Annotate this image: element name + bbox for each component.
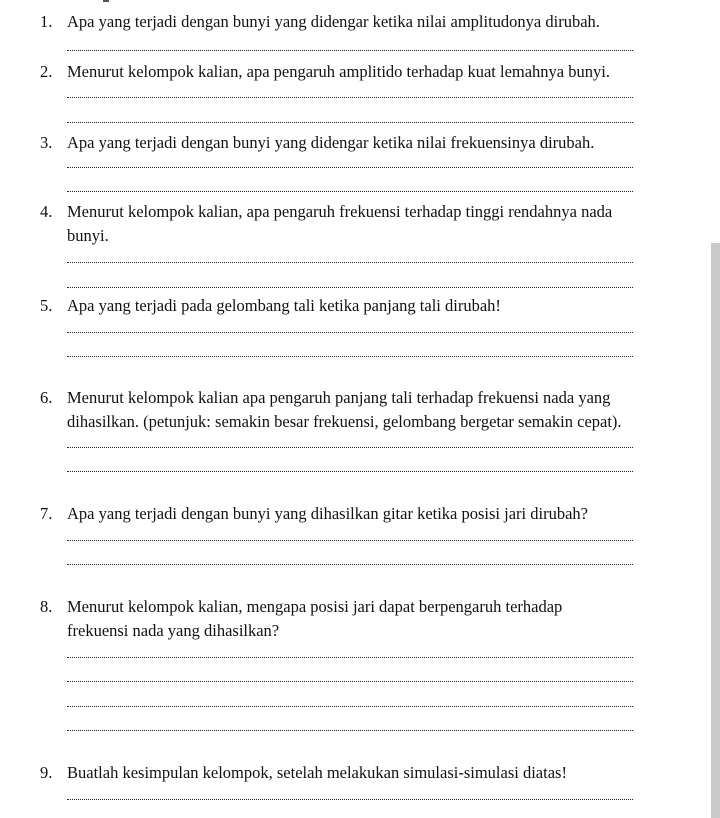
answer-line[interactable] — [67, 564, 633, 565]
question-text: Menurut kelompok kalian, apa pengaruh frekuensi terhadap tinggi rendahnya nada — [67, 202, 613, 221]
question-number: 5. — [40, 296, 53, 315]
answer-line[interactable] — [67, 540, 633, 541]
question-text: Apa yang terjadi pada gelombang tali ketika panjang tali dirubah! — [67, 296, 501, 315]
question-number: 1. — [40, 12, 53, 31]
question-text: bunyi. — [67, 226, 109, 245]
scrollbar[interactable] — [711, 243, 720, 818]
answer-line[interactable] — [67, 122, 633, 123]
top-edge-mark — [103, 0, 109, 2]
answer-line[interactable] — [67, 262, 633, 263]
answer-line[interactable] — [67, 167, 633, 168]
question-number: 9. — [40, 763, 53, 782]
question-text: Buatlah kesimpulan kelompok, setelah melakukan simulasi-simulasi diatas! — [67, 763, 567, 782]
question-text: dihasilkan. (petunjuk: semakin besar frekuensi, gelombang bergetar semakin cepat). — [67, 412, 622, 431]
answer-line[interactable] — [67, 657, 633, 658]
question-number: 7. — [40, 504, 53, 523]
answer-line[interactable] — [67, 681, 633, 682]
answer-line[interactable] — [67, 706, 633, 707]
question-text: Apa yang terjadi dengan bunyi yang dihasilkan gitar ketika posisi jari dirubah? — [67, 504, 588, 523]
question-text: frekuensi nada yang dihasilkan? — [67, 621, 280, 640]
question-text: Menurut kelompok kalian, apa pengaruh amplitido terhadap kuat lemahnya bunyi. — [67, 62, 610, 81]
question-number: 2. — [40, 62, 53, 81]
answer-line[interactable] — [67, 730, 633, 731]
answer-line[interactable] — [67, 799, 633, 800]
question-text: Menurut kelompok kalian, mengapa posisi jari dapat berpengaruh terhadap — [67, 597, 563, 616]
question-number: 8. — [40, 597, 53, 616]
question-number: 3. — [40, 133, 53, 152]
question-text: Menurut kelompok kalian apa pengaruh panjang tali terhadap frekuensi nada yang — [67, 388, 611, 407]
question-number: 6. — [40, 388, 53, 407]
answer-line[interactable] — [67, 447, 633, 448]
answer-line[interactable] — [67, 332, 633, 333]
question-text: Apa yang terjadi dengan bunyi yang didengar ketika nilai frekuensinya dirubah. — [67, 133, 595, 152]
answer-line[interactable] — [67, 191, 633, 192]
question-text: Apa yang terjadi dengan bunyi yang didengar ketika nilai amplitudonya dirubah. — [67, 12, 600, 31]
question-number: 4. — [40, 202, 53, 221]
answer-line[interactable] — [67, 50, 633, 51]
answer-line[interactable] — [67, 471, 633, 472]
answer-line[interactable] — [67, 356, 633, 357]
answer-line[interactable] — [67, 287, 633, 288]
answer-line[interactable] — [67, 97, 633, 98]
